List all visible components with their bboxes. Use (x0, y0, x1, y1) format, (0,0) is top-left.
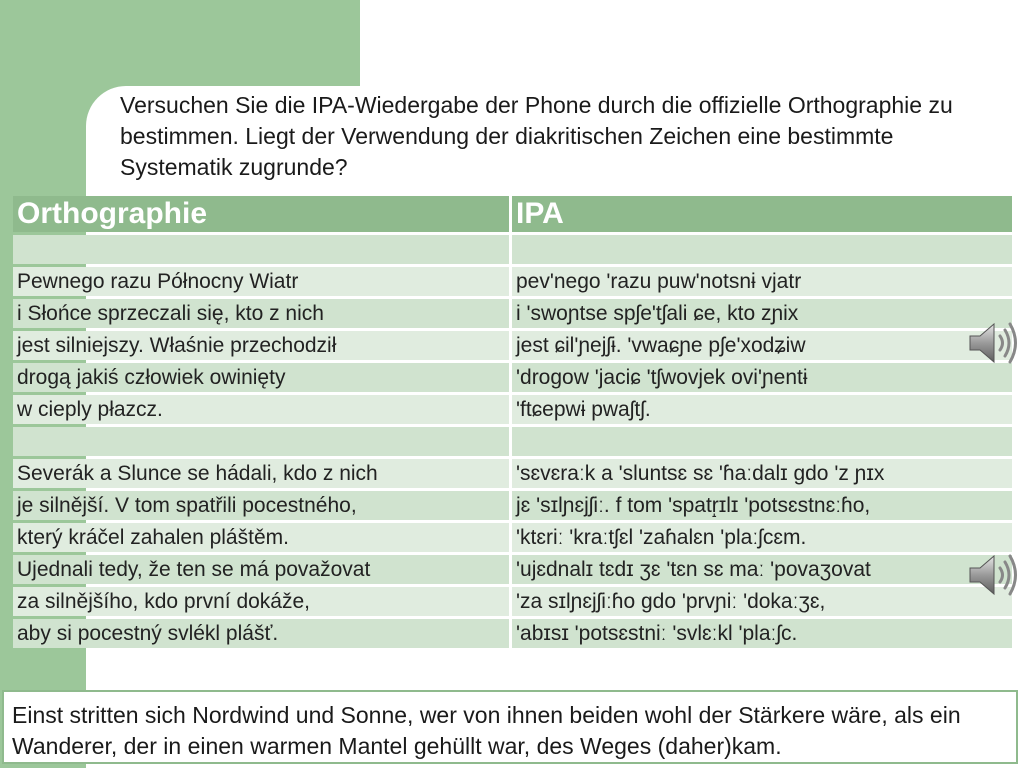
table-row (13, 331, 1012, 360)
table-row (13, 491, 1012, 520)
orthography-cell: drogą jakiś człowiek owinięty (13, 363, 509, 392)
ipa-cell: 'ktɛriː 'kraːtʃɛl 'zaɦalɛn 'plaːʃcɛm. (512, 523, 1012, 552)
orthography-cell: za silnějšího, kdo první dokáže, (13, 587, 509, 616)
ipa-cell: pev'nego 'razu puw'notsnɨ vjatr (512, 267, 1012, 296)
table-row (13, 363, 1012, 392)
table-header-row (13, 196, 1012, 232)
ipa-cell: 'za sɪlɲɛjʃiːɦo gdo 'prvɲiː 'dokaːʒɛ, (512, 587, 1012, 616)
table-row (13, 523, 1012, 552)
ipa-cell: jest ɕil'ɲejʃɨ. 'vwaɕɲe pʃe'xodʑiw (512, 331, 1012, 360)
ipa-cell: jɛ 'sɪlɲɛjʃiː. f tom 'spatr̝ɪlɪ 'potsɛstnɛːɦo, (512, 491, 1012, 520)
table-row (13, 619, 1012, 648)
ipa-table (10, 193, 1015, 651)
ipa-cell: 'drogow 'jaciɕ 'tʃwovjek ovi'ɲentɨ (512, 363, 1012, 392)
table-row (13, 587, 1012, 616)
table-row (13, 235, 1012, 264)
ipa-cell: 'ujɛdnalɪ tɛdɪ ʒɛ 'tɛn sɛ maː 'povaʒovat (512, 555, 1012, 584)
table-row (13, 459, 1012, 488)
header-ipa: IPA (512, 196, 1012, 232)
header-orthographie: Orthographie (13, 196, 509, 232)
orthography-cell: i Słońce sprzeczali się, kto z nich (13, 299, 509, 328)
task-question: Versuchen Sie die IPA-Wiedergabe der Phone durch die offizielle Orthographie zu bestimmen. Liegt der Verwendung der diakritischen Zeichen eine bestimmte Systematik zugrunde? (120, 92, 953, 180)
table-row (13, 427, 1012, 456)
ipa-cell (512, 427, 1012, 456)
ipa-cell: i 'swoɲtse spʃe'tʃali ɕe, kto zɲix (512, 299, 1012, 328)
table-row (13, 299, 1012, 328)
translation-box: Einst stritten sich Nordwind und Sonne, wer von ihnen beiden wohl der Stärkere wäre, als ein Wanderer, der in einen warmen Mantel gehüllt war, des Weges (daher)kam. (2, 690, 1018, 764)
ipa-cell: 'ftɕepwɨ pwaʃtʃ. (512, 395, 1012, 424)
orthography-cell: který kráčel zahalen pláštěm. (13, 523, 509, 552)
table-row (13, 395, 1012, 424)
orthography-cell (13, 427, 509, 456)
table-row (13, 555, 1012, 584)
orthography-cell: aby si pocestný svlékl plášť. (13, 619, 509, 648)
orthography-cell: je silnější. V tom spatřili pocestného, (13, 491, 509, 520)
orthography-cell: Severák a Slunce se hádali, kdo z nich (13, 459, 509, 488)
ipa-cell: 'sɛvɛraːk a 'sluntsɛ sɛ 'ɦaːdalɪ gdo 'z ɲɪx (512, 459, 1012, 488)
ipa-cell: 'abɪsɪ 'potsɛstniː 'svlɛːkl 'plaːʃc. (512, 619, 1012, 648)
speaker-icon[interactable] (966, 550, 1020, 600)
orthography-cell: Ujednali tedy, že ten se má považovat (13, 555, 509, 584)
table-row (13, 267, 1012, 296)
speaker-icon[interactable] (966, 318, 1020, 368)
orthography-cell: Pewnego razu Północny Wiatr (13, 267, 509, 296)
orthography-cell (13, 235, 509, 264)
orthography-cell: w cieply płazcz. (13, 395, 509, 424)
orthography-cell: jest silniejszy. Właśnie przechodził (13, 331, 509, 360)
ipa-cell (512, 235, 1012, 264)
